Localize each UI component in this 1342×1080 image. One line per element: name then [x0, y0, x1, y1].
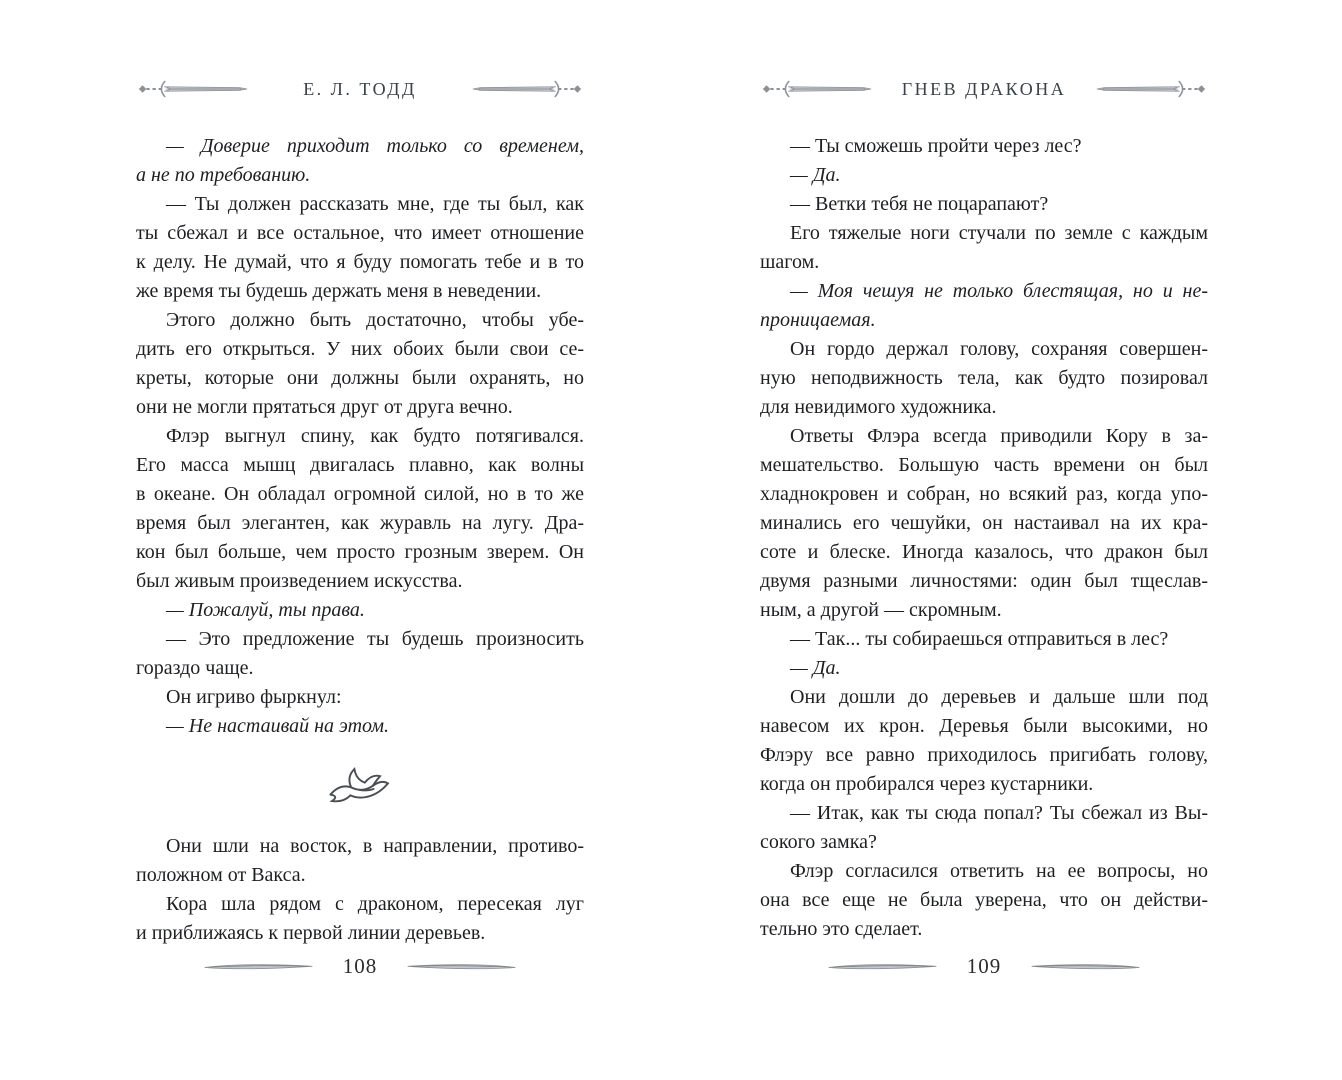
spindle-rule-icon — [200, 960, 317, 973]
paragraph — [760, 654, 1208, 683]
text-line: минались его чешуйки, он настаивал на их кра- — [760, 512, 1208, 534]
text-line: — Ты сможешь пройти через лес? — [790, 135, 1082, 157]
section-break — [136, 756, 584, 814]
paragraph — [136, 890, 584, 948]
book-page-right — [760, 0, 1208, 1080]
text-line: положном от Вакса. — [136, 864, 306, 886]
paragraph — [760, 335, 1208, 422]
text-line: гораздо чаще. — [136, 657, 254, 679]
text-line: дить его открыться. У них обоих были свои се- — [136, 338, 584, 360]
text-line: хладнокровен и собран, но всякий раз, когда упо- — [760, 483, 1208, 505]
text-line: — Это предложение ты будешь произносить — [166, 628, 584, 650]
paragraph — [136, 712, 584, 741]
spindle-rule-icon — [403, 960, 520, 973]
paragraph — [136, 422, 584, 596]
text-line: к делу. Не думай, что я буду помогать тебе и в то — [136, 251, 584, 273]
spindle-rule-icon — [1027, 960, 1144, 973]
text-line: соте и блеске. Иногда казалось, что дракон был — [760, 541, 1208, 563]
text-line: Флэру все равно приходилось пригибать голову, — [760, 744, 1208, 766]
sword-ornament-icon — [471, 78, 584, 100]
text-line: время был элегантен, как журавль на лугу. Дра- — [136, 512, 584, 534]
text-line: кон был больше, чем просто грозным зверем. Он — [136, 541, 584, 563]
text-line: шагом. — [760, 251, 820, 273]
text-line: — Да. — [790, 657, 841, 679]
text-line: сокого замка? — [760, 831, 877, 853]
paragraph — [760, 132, 1208, 161]
text-line: — Да. — [790, 164, 841, 186]
page-number: 108 — [342, 953, 378, 978]
text-line: они не могли прятаться друг от друга вечно. — [136, 396, 513, 418]
text-line: а не по требованию. — [136, 164, 311, 186]
book-page-left — [136, 0, 584, 1080]
sword-ornament-icon — [136, 78, 249, 100]
text-line: Флэр согласился ответить на ее вопросы, но — [790, 860, 1208, 882]
running-header-author: Е. Л. ТОДД — [303, 78, 417, 99]
paragraph — [760, 161, 1208, 190]
running-header-book-title: ГНЕВ ДРАКОНА — [901, 78, 1067, 99]
text-line: когда он пробирался через кустарники. — [760, 773, 1094, 795]
text-line: тельно это сделает. — [760, 918, 923, 940]
body-text-right — [760, 132, 1208, 944]
text-line: — Моя чешуя не только блестящая, но и не- — [790, 280, 1208, 302]
text-line: — Ты должен рассказать мне, где ты был, как — [166, 193, 584, 215]
text-line: же время ты будешь держать меня в неведении. — [136, 280, 542, 302]
text-line: Его тяжелые ноги стучали по земле с каждым — [790, 222, 1208, 244]
paragraph — [760, 799, 1208, 857]
text-line: и приближаясь к первой линии деревьев. — [136, 922, 486, 944]
text-line: она все еще не была уверена, что он действи- — [760, 889, 1208, 911]
text-line: ным, а другой — скромным. — [760, 599, 1002, 621]
text-line: Этого должно быть достаточно, чтобы убе- — [166, 309, 584, 331]
text-line: — Ветки тебя не поцарапают? — [790, 193, 1049, 215]
text-line: — Так... ты собираешься отправиться в лес? — [790, 628, 1169, 650]
spindle-rule-icon — [824, 960, 941, 973]
text-line: креты, которые они должны были охранять, но — [136, 367, 584, 389]
text-line: мешательство. Большую часть времени он был — [760, 454, 1208, 476]
text-line: — Итак, как ты сюда попал? Ты сбежал из Вы- — [790, 802, 1208, 824]
text-line: Они дошли до деревьев и дальше шли под — [790, 686, 1208, 708]
text-line: ты сбежал и все остальное, что имеет отношение — [136, 222, 584, 244]
text-line: в океане. Он обладал огромной силой, но в то же — [136, 483, 584, 505]
text-line: Он гордо держал голову, сохраняя совершен- — [790, 338, 1208, 360]
text-line: проницаемая. — [760, 309, 876, 331]
text-line: — Доверие приходит только со временем, — [166, 135, 584, 157]
paragraph — [136, 596, 584, 625]
sword-ornament-icon — [760, 78, 873, 100]
paragraph — [136, 306, 584, 422]
paragraph — [760, 190, 1208, 219]
sword-ornament-icon — [1095, 78, 1208, 100]
text-line: для невидимого художника. — [760, 396, 997, 418]
paragraph — [136, 625, 584, 683]
text-line: навесом их крон. Деревья были высокими, но — [760, 715, 1208, 737]
page-footer-left — [136, 950, 584, 982]
text-line: Они шли на восток, в направлении, противо- — [166, 835, 584, 857]
paragraph — [136, 832, 584, 890]
flourish-leaf-ornament-icon — [324, 759, 396, 811]
text-line: был живым произведением искусства. — [136, 570, 463, 592]
paragraph — [136, 683, 584, 712]
paragraph — [760, 422, 1208, 625]
text-line: — Не настаивай на этом. — [166, 715, 390, 737]
paragraph — [760, 277, 1208, 335]
body-text-left — [136, 132, 584, 948]
text-line: ную неподвижность тела, как будто позировал — [760, 367, 1208, 389]
text-line: Он игриво фыркнул: — [166, 686, 342, 708]
text-line: Кора шла рядом с драконом, пересекая луг — [166, 893, 584, 915]
paragraph — [136, 132, 584, 190]
text-line: двумя разными личностями: один был тщеслав- — [760, 570, 1208, 592]
paragraph — [760, 219, 1208, 277]
paragraph — [760, 683, 1208, 799]
text-line: Его масса мышц двигалась плавно, как волны — [136, 454, 584, 476]
running-header-right — [760, 76, 1208, 102]
paragraph — [760, 625, 1208, 654]
paragraph — [760, 857, 1208, 944]
paragraph — [136, 190, 584, 306]
text-line: — Пожалуй, ты права. — [166, 599, 365, 621]
page-number: 109 — [966, 953, 1002, 978]
page-footer-right — [760, 950, 1208, 982]
text-line: Ответы Флэра всегда приводили Кору в за- — [790, 425, 1208, 447]
running-header-left — [136, 76, 584, 102]
text-line: Флэр выгнул спину, как будто потягивался. — [166, 425, 584, 447]
